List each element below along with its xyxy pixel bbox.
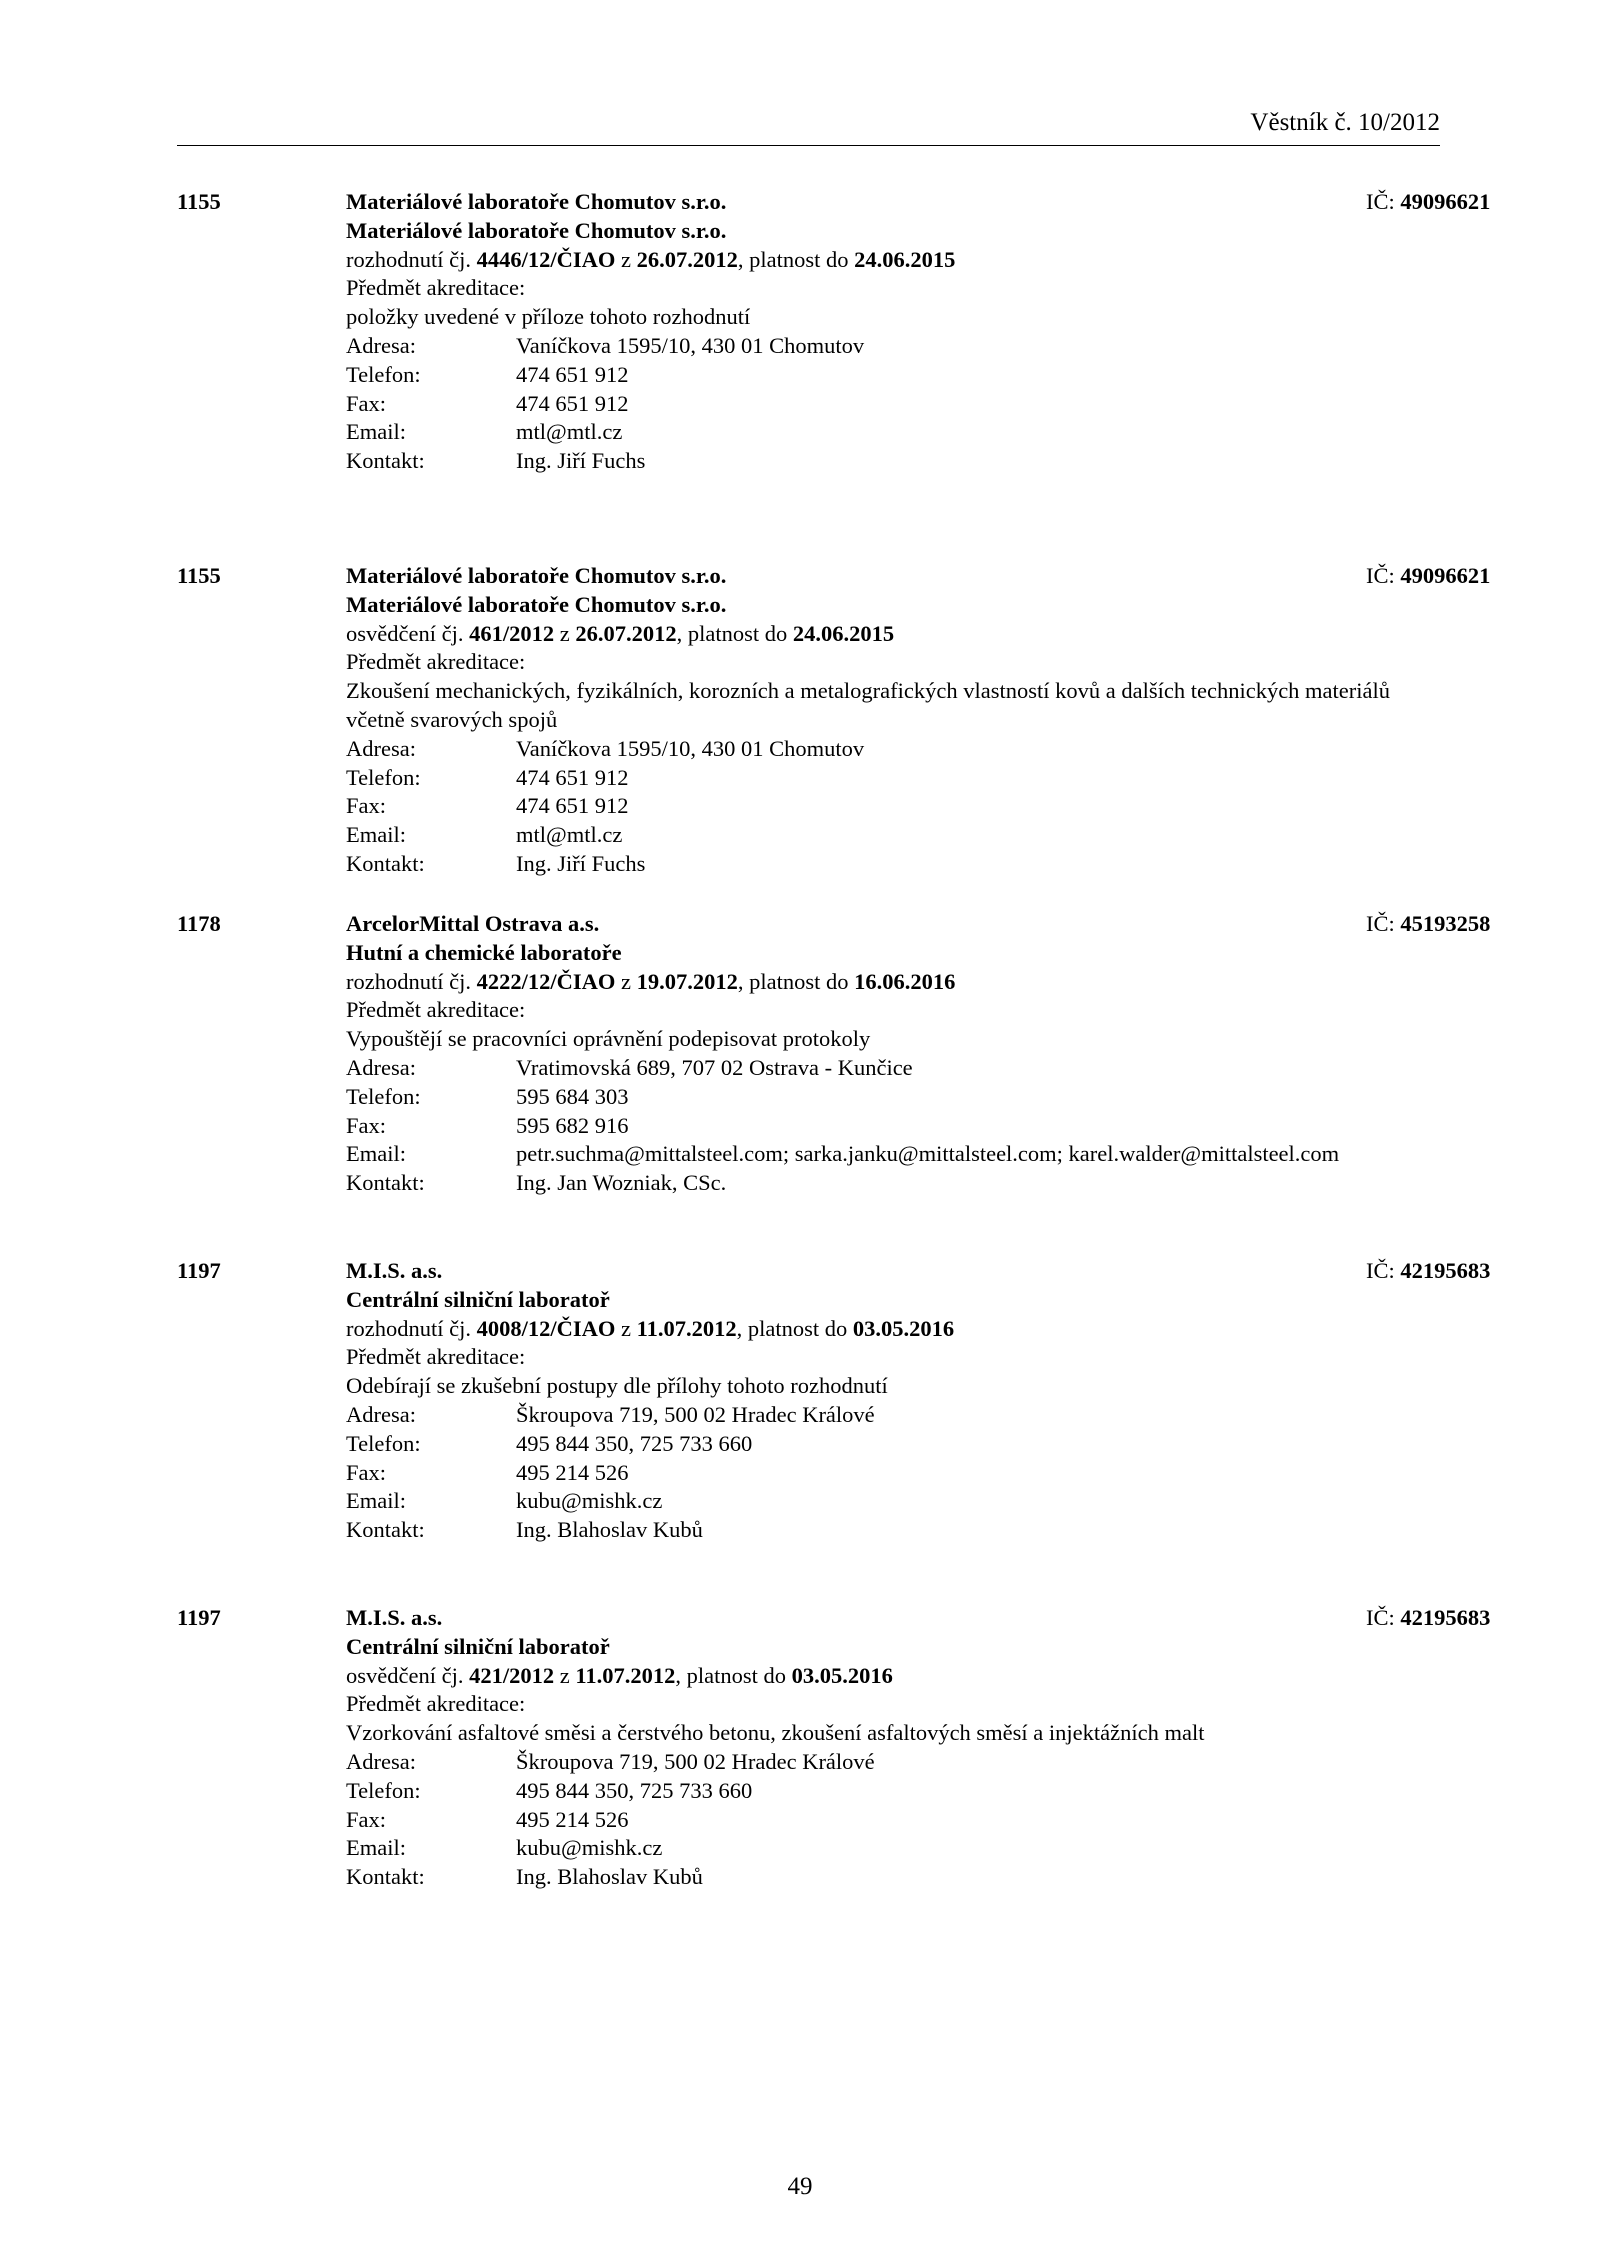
subject-label: Předmět akreditace: (346, 275, 526, 301)
email-row (346, 1487, 1576, 1516)
entry-body (346, 1257, 1576, 1545)
contact-label: Kontakt: (346, 1517, 425, 1543)
document-date: 11.07.2012 (575, 1662, 676, 1688)
contact-label: Kontakt: (346, 1170, 425, 1196)
contact-value: Ing. Blahoslav Kubů (516, 1864, 703, 1890)
email-value: petr.suchma@mittalsteel.com; sarka.janku@mittalsteel.com; karel.walder@mittalsteel.com (516, 1141, 1340, 1167)
email-label: Email: (346, 1141, 406, 1167)
date-prefix: z (621, 968, 631, 994)
entry-body (346, 1604, 1576, 1892)
contact-label: Kontakt: (346, 448, 425, 474)
date-prefix: z (621, 246, 631, 272)
contact-label: Kontakt: (346, 1864, 425, 1890)
entry-number: 1155 (177, 189, 221, 214)
document-type: osvědčení čj. (346, 1662, 464, 1688)
ic-block (1366, 1257, 1490, 1286)
entry-number: 1155 (177, 563, 221, 588)
contact-row (346, 1516, 1576, 1545)
fax-value: 495 214 526 (516, 1459, 629, 1485)
address-label: Adresa: (346, 332, 416, 358)
date-prefix: z (559, 620, 570, 646)
lab-name: Centrální silniční laboratoř (346, 1286, 610, 1312)
phone-value: 474 651 912 (516, 361, 629, 387)
document-type: rozhodnutí čj. (346, 246, 471, 272)
document-date: 26.07.2012 (575, 620, 677, 646)
address-value: Škroupova 719, 500 02 Hradec Králové (516, 1748, 875, 1774)
ic-value: 45193258 (1400, 911, 1491, 936)
phone-label: Telefon: (346, 1083, 421, 1109)
fax-row (346, 792, 1576, 821)
fax-label: Fax: (346, 1112, 387, 1138)
ic-block (1366, 188, 1490, 217)
validity-label: , platnost do (737, 968, 849, 994)
address-row (346, 332, 1576, 361)
phone-label: Telefon: (346, 1777, 421, 1803)
ic-block (1366, 562, 1490, 591)
ic-value: 42195683 (1400, 1258, 1491, 1283)
document-line (346, 968, 1576, 997)
document-line (346, 1315, 1576, 1344)
fax-value: 474 651 912 (516, 390, 629, 416)
address-row (346, 735, 1576, 764)
email-value: kubu@mishk.cz (516, 1835, 663, 1861)
validity-date: 24.06.2015 (854, 246, 956, 272)
email-row (346, 821, 1576, 850)
email-row (346, 418, 1576, 447)
accreditation-subject: Odebírají se zkušební postupy dle přílohy tohoto rozhodnutí (346, 1373, 888, 1399)
entry-body (346, 910, 1576, 1198)
email-label: Email: (346, 1835, 406, 1861)
ic-block (1366, 910, 1490, 939)
fax-value: 474 651 912 (516, 793, 629, 819)
ic-block (1366, 1604, 1490, 1633)
phone-value: 595 684 303 (516, 1083, 629, 1109)
document-number: 4222/12/ČIAO (476, 968, 616, 994)
phone-label: Telefon: (346, 361, 421, 387)
phone-row (346, 361, 1576, 390)
ic-label: IČ: (1366, 189, 1395, 214)
document-date: 11.07.2012 (636, 1315, 737, 1341)
accreditation-subject: Vzorkování asfaltové směsi a čerstvého betonu, zkoušení asfaltových směsí a injektážních malt (346, 1720, 1205, 1746)
email-row (346, 1834, 1576, 1863)
lab-name: Centrální silniční laboratoř (346, 1633, 610, 1659)
contact-row (346, 850, 1576, 879)
address-row (346, 1748, 1576, 1777)
document-line (346, 1662, 1576, 1691)
validity-date: 03.05.2016 (852, 1315, 955, 1341)
subject-label: Předmět akreditace: (346, 997, 526, 1023)
fax-label: Fax: (346, 390, 387, 416)
contact-value: Ing. Jiří Fuchs (516, 448, 646, 474)
fax-label: Fax: (346, 793, 387, 819)
document-type: rozhodnutí čj. (346, 1315, 471, 1341)
validity-date: 16.06.2016 (854, 968, 956, 994)
document-date: 26.07.2012 (636, 246, 738, 272)
contact-row (346, 1863, 1576, 1892)
document-date: 19.07.2012 (636, 968, 738, 994)
entry-body (346, 188, 1576, 476)
fax-row (346, 390, 1576, 419)
subject-label: Předmět akreditace: (346, 649, 526, 675)
validity-date: 03.05.2016 (791, 1662, 893, 1688)
phone-label: Telefon: (346, 1430, 421, 1456)
fax-value: 595 682 916 (516, 1112, 629, 1138)
fax-row (346, 1112, 1576, 1141)
document-number: 4446/12/ČIAO (476, 246, 616, 272)
contact-value: Ing. Jan Wozniak, CSc. (516, 1170, 727, 1196)
document-number: 421/2012 (469, 1662, 555, 1688)
email-value: mtl@mtl.cz (516, 419, 623, 445)
accreditation-subject: Zkoušení mechanických, fyzikálních, korozních a metalografických vlastností kovů a dalších technických materiálů včetně svarových spojů (346, 678, 1391, 732)
page-header-title: Věstník č. 10/2012 (1250, 109, 1440, 136)
address-label: Adresa: (346, 1748, 416, 1774)
accreditation-subject: položky uvedené v příloze tohoto rozhodnutí (346, 304, 751, 330)
company-name: M.I.S. a.s. (346, 1258, 443, 1283)
company-name: M.I.S. a.s. (346, 1605, 443, 1630)
contact-label: Kontakt: (346, 850, 425, 876)
address-label: Adresa: (346, 1054, 416, 1080)
email-label: Email: (346, 419, 406, 445)
contact-row (346, 447, 1576, 476)
document-number: 461/2012 (469, 620, 555, 646)
address-row (346, 1054, 1576, 1083)
email-label: Email: (346, 1488, 406, 1514)
email-value: mtl@mtl.cz (516, 822, 623, 848)
validity-label: , platnost do (675, 1662, 786, 1688)
company-name: Materiálové laboratoře Chomutov s.r.o. (346, 189, 727, 214)
lab-name: Materiálové laboratoře Chomutov s.r.o. (346, 591, 727, 617)
phone-row (346, 1083, 1576, 1112)
phone-value: 495 844 350, 725 733 660 (516, 1777, 753, 1803)
accreditation-subject: Vypouštějí se pracovníci oprávnění podepisovat protokoly (346, 1026, 871, 1052)
address-label: Adresa: (346, 1401, 416, 1427)
document-line (346, 620, 1576, 649)
validity-date: 24.06.2015 (792, 620, 895, 646)
ic-value: 49096621 (1400, 563, 1491, 588)
ic-label: IČ: (1366, 911, 1395, 936)
fax-label: Fax: (346, 1806, 387, 1832)
subject-label: Předmět akreditace: (346, 1691, 526, 1717)
ic-label: IČ: (1366, 1258, 1395, 1283)
address-value: Vratimovská 689, 707 02 Ostrava - Kunčice (516, 1054, 913, 1080)
address-value: Vaníčkova 1595/10, 430 01 Chomutov (516, 332, 865, 358)
address-value: Vaníčkova 1595/10, 430 01 Chomutov (516, 735, 865, 761)
email-value: kubu@mishk.cz (516, 1488, 663, 1514)
email-row (346, 1140, 1576, 1169)
validity-label: , platnost do (736, 1315, 848, 1341)
address-row (346, 1401, 1576, 1430)
phone-value: 495 844 350, 725 733 660 (516, 1430, 753, 1456)
phone-value: 474 651 912 (516, 764, 629, 790)
entry-number: 1197 (177, 1258, 221, 1283)
page-number: 49 (787, 2173, 813, 2200)
address-label: Adresa: (346, 735, 416, 761)
validity-label: , platnost do (737, 246, 849, 272)
document-type: rozhodnutí čj. (346, 968, 471, 994)
ic-value: 42195683 (1400, 1605, 1491, 1630)
date-prefix: z (559, 1662, 570, 1688)
phone-label: Telefon: (346, 764, 421, 790)
document-number: 4008/12/ČIAO (476, 1315, 616, 1341)
fax-value: 495 214 526 (516, 1806, 629, 1832)
validity-label: , platnost do (676, 620, 788, 646)
entry-number: 1197 (177, 1605, 221, 1630)
address-value: Škroupova 719, 500 02 Hradec Králové (516, 1401, 875, 1427)
lab-name: Hutní a chemické laboratoře (346, 939, 622, 965)
fax-row (346, 1459, 1576, 1488)
header-divider (177, 145, 1440, 146)
contact-value: Ing. Jiří Fuchs (516, 850, 646, 876)
phone-row (346, 764, 1576, 793)
ic-label: IČ: (1366, 1605, 1395, 1630)
email-label: Email: (346, 822, 406, 848)
lab-name: Materiálové laboratoře Chomutov s.r.o. (346, 217, 727, 243)
entry-body (346, 562, 1576, 879)
entry-number: 1178 (177, 911, 221, 936)
company-name: ArcelorMittal Ostrava a.s. (346, 911, 600, 936)
contact-row (346, 1169, 1576, 1198)
subject-label: Předmět akreditace: (346, 1344, 526, 1370)
company-name: Materiálové laboratoře Chomutov s.r.o. (346, 563, 727, 588)
fax-row (346, 1806, 1576, 1835)
fax-label: Fax: (346, 1459, 387, 1485)
document-type: osvědčení čj. (346, 620, 464, 646)
phone-row (346, 1430, 1576, 1459)
ic-value: 49096621 (1400, 189, 1491, 214)
phone-row (346, 1777, 1576, 1806)
document-line (346, 246, 1576, 275)
date-prefix: z (621, 1315, 631, 1341)
contact-value: Ing. Blahoslav Kubů (516, 1517, 703, 1543)
ic-label: IČ: (1366, 563, 1395, 588)
